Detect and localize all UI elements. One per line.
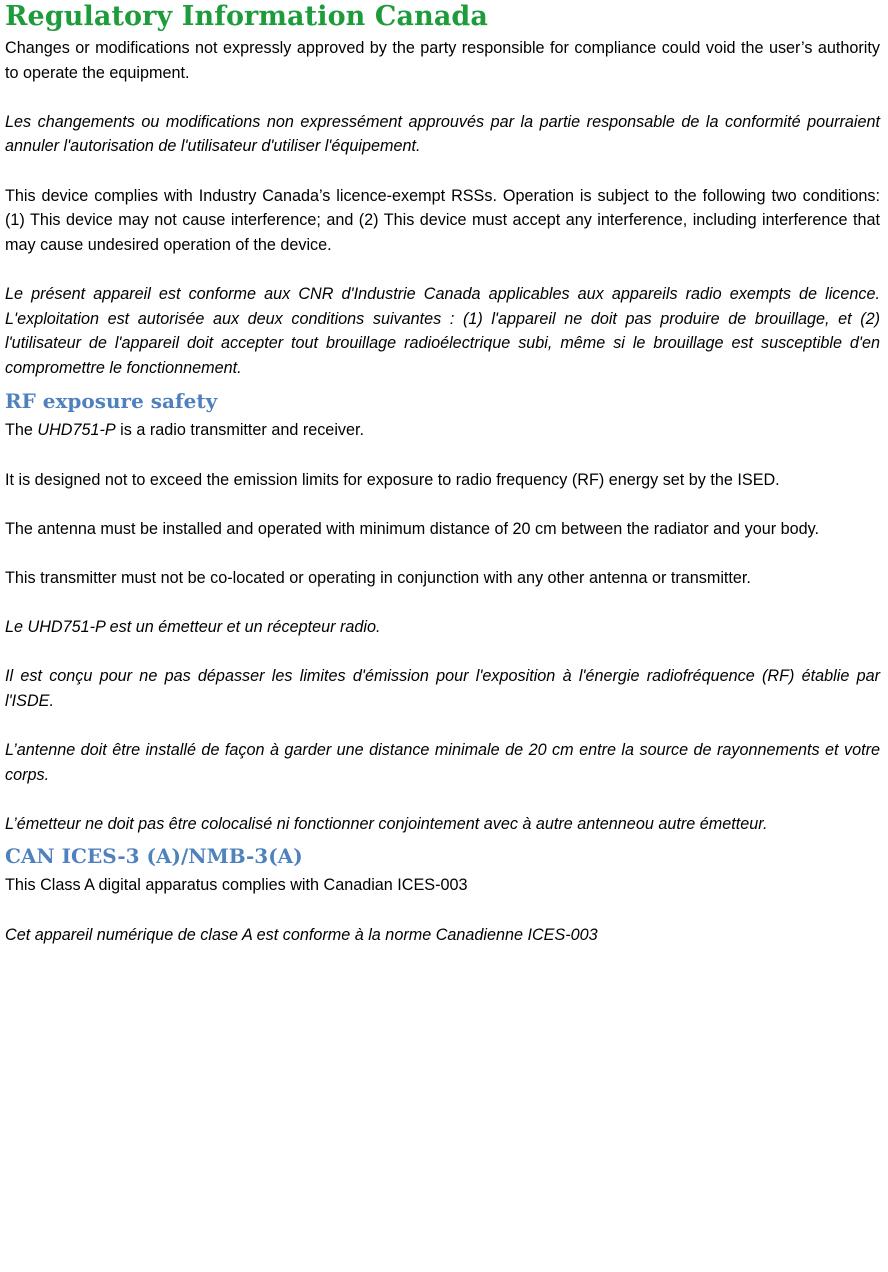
rf-emission-limits-en: It is designed not to exceed the emission limits for exposure to radio frequency (RF) energy set by the ISED. xyxy=(5,470,780,489)
rss-compliance-en: This device complies with Industry Canada’s licence-exempt RSSs. Operation is subject to the following two conditions: (1) This device may not cause interference; and (2) This device must accept any interference, including interference that may cause undesired operation of the device. xyxy=(5,186,880,254)
rf-emission-limits-fr: Il est conçu pour ne pas dépasser les limites d'émission pour l'exposition à l'énergie radiofréquence (RF) établie par l'ISDE. xyxy=(5,667,880,710)
section-heading-rf-exposure: RF exposure safety xyxy=(5,389,218,414)
rf-transmitter-statement-fr: Le UHD751-P est un émetteur et un récepteur radio. xyxy=(5,618,381,637)
rf-antenna-distance-fr: L’antenne doit être installé de façon à garder une distance minimale de 20 cm entre la source de rayonnements et votre corps. xyxy=(5,741,880,784)
ices-compliance-fr: Cet appareil numérique de clase A est conforme à la norme Canadienne ICES-003 xyxy=(5,925,598,944)
rf-colocation-fr: L’émetteur ne doit pas être colocalisé ni fonctionner conjointement avec à autre antenneou autre émetteur. xyxy=(5,814,768,833)
rf-colocation-en: This transmitter must not be co-located or operating in conjunction with any other antenna or transmitter. xyxy=(5,568,751,587)
rss-compliance-fr: Le présent appareil est conforme aux CNR d'Industrie Canada applicables aux appareils radio exempts de licence. L'exploitation est autorisée aux deux conditions suivantes : (1) l'appareil ne doit pas produire de brouillage, et (2) l'utilisateur de l'appareil doit accepter tout brouillage radioélectrique subi, même si le brouillage est susceptible d'en compromettre le fonctionnement. xyxy=(5,284,880,377)
modification-notice-en: Changes or modifications not expressly approved by the party responsible for compliance could void the user’s authority to operate the equipment. xyxy=(5,39,880,82)
ices-compliance-en: This Class A digital apparatus complies with Canadian ICES-003 xyxy=(5,876,468,895)
rf-antenna-distance-en: The antenna must be installed and operated with minimum distance of 20 cm between the radiator and your body. xyxy=(5,519,820,538)
rf-transmitter-statement-en xyxy=(5,418,880,443)
section-heading-ices: CAN ICES-3 (A)/NMB-3(A) xyxy=(5,844,303,869)
modification-notice-fr: Les changements ou modifications non expressément approuvés par la partie responsable de la conformité pourraient annuler l'autorisation de l'utilisateur d'utiliser l'équipement. xyxy=(5,112,880,156)
page-title: Regulatory Information Canada xyxy=(5,1,488,32)
model-number: UHD751-P xyxy=(37,421,116,440)
rf-p1-prefix: The xyxy=(5,421,38,440)
rf-p1-suffix: is a radio transmitter and receiver. xyxy=(115,421,365,440)
